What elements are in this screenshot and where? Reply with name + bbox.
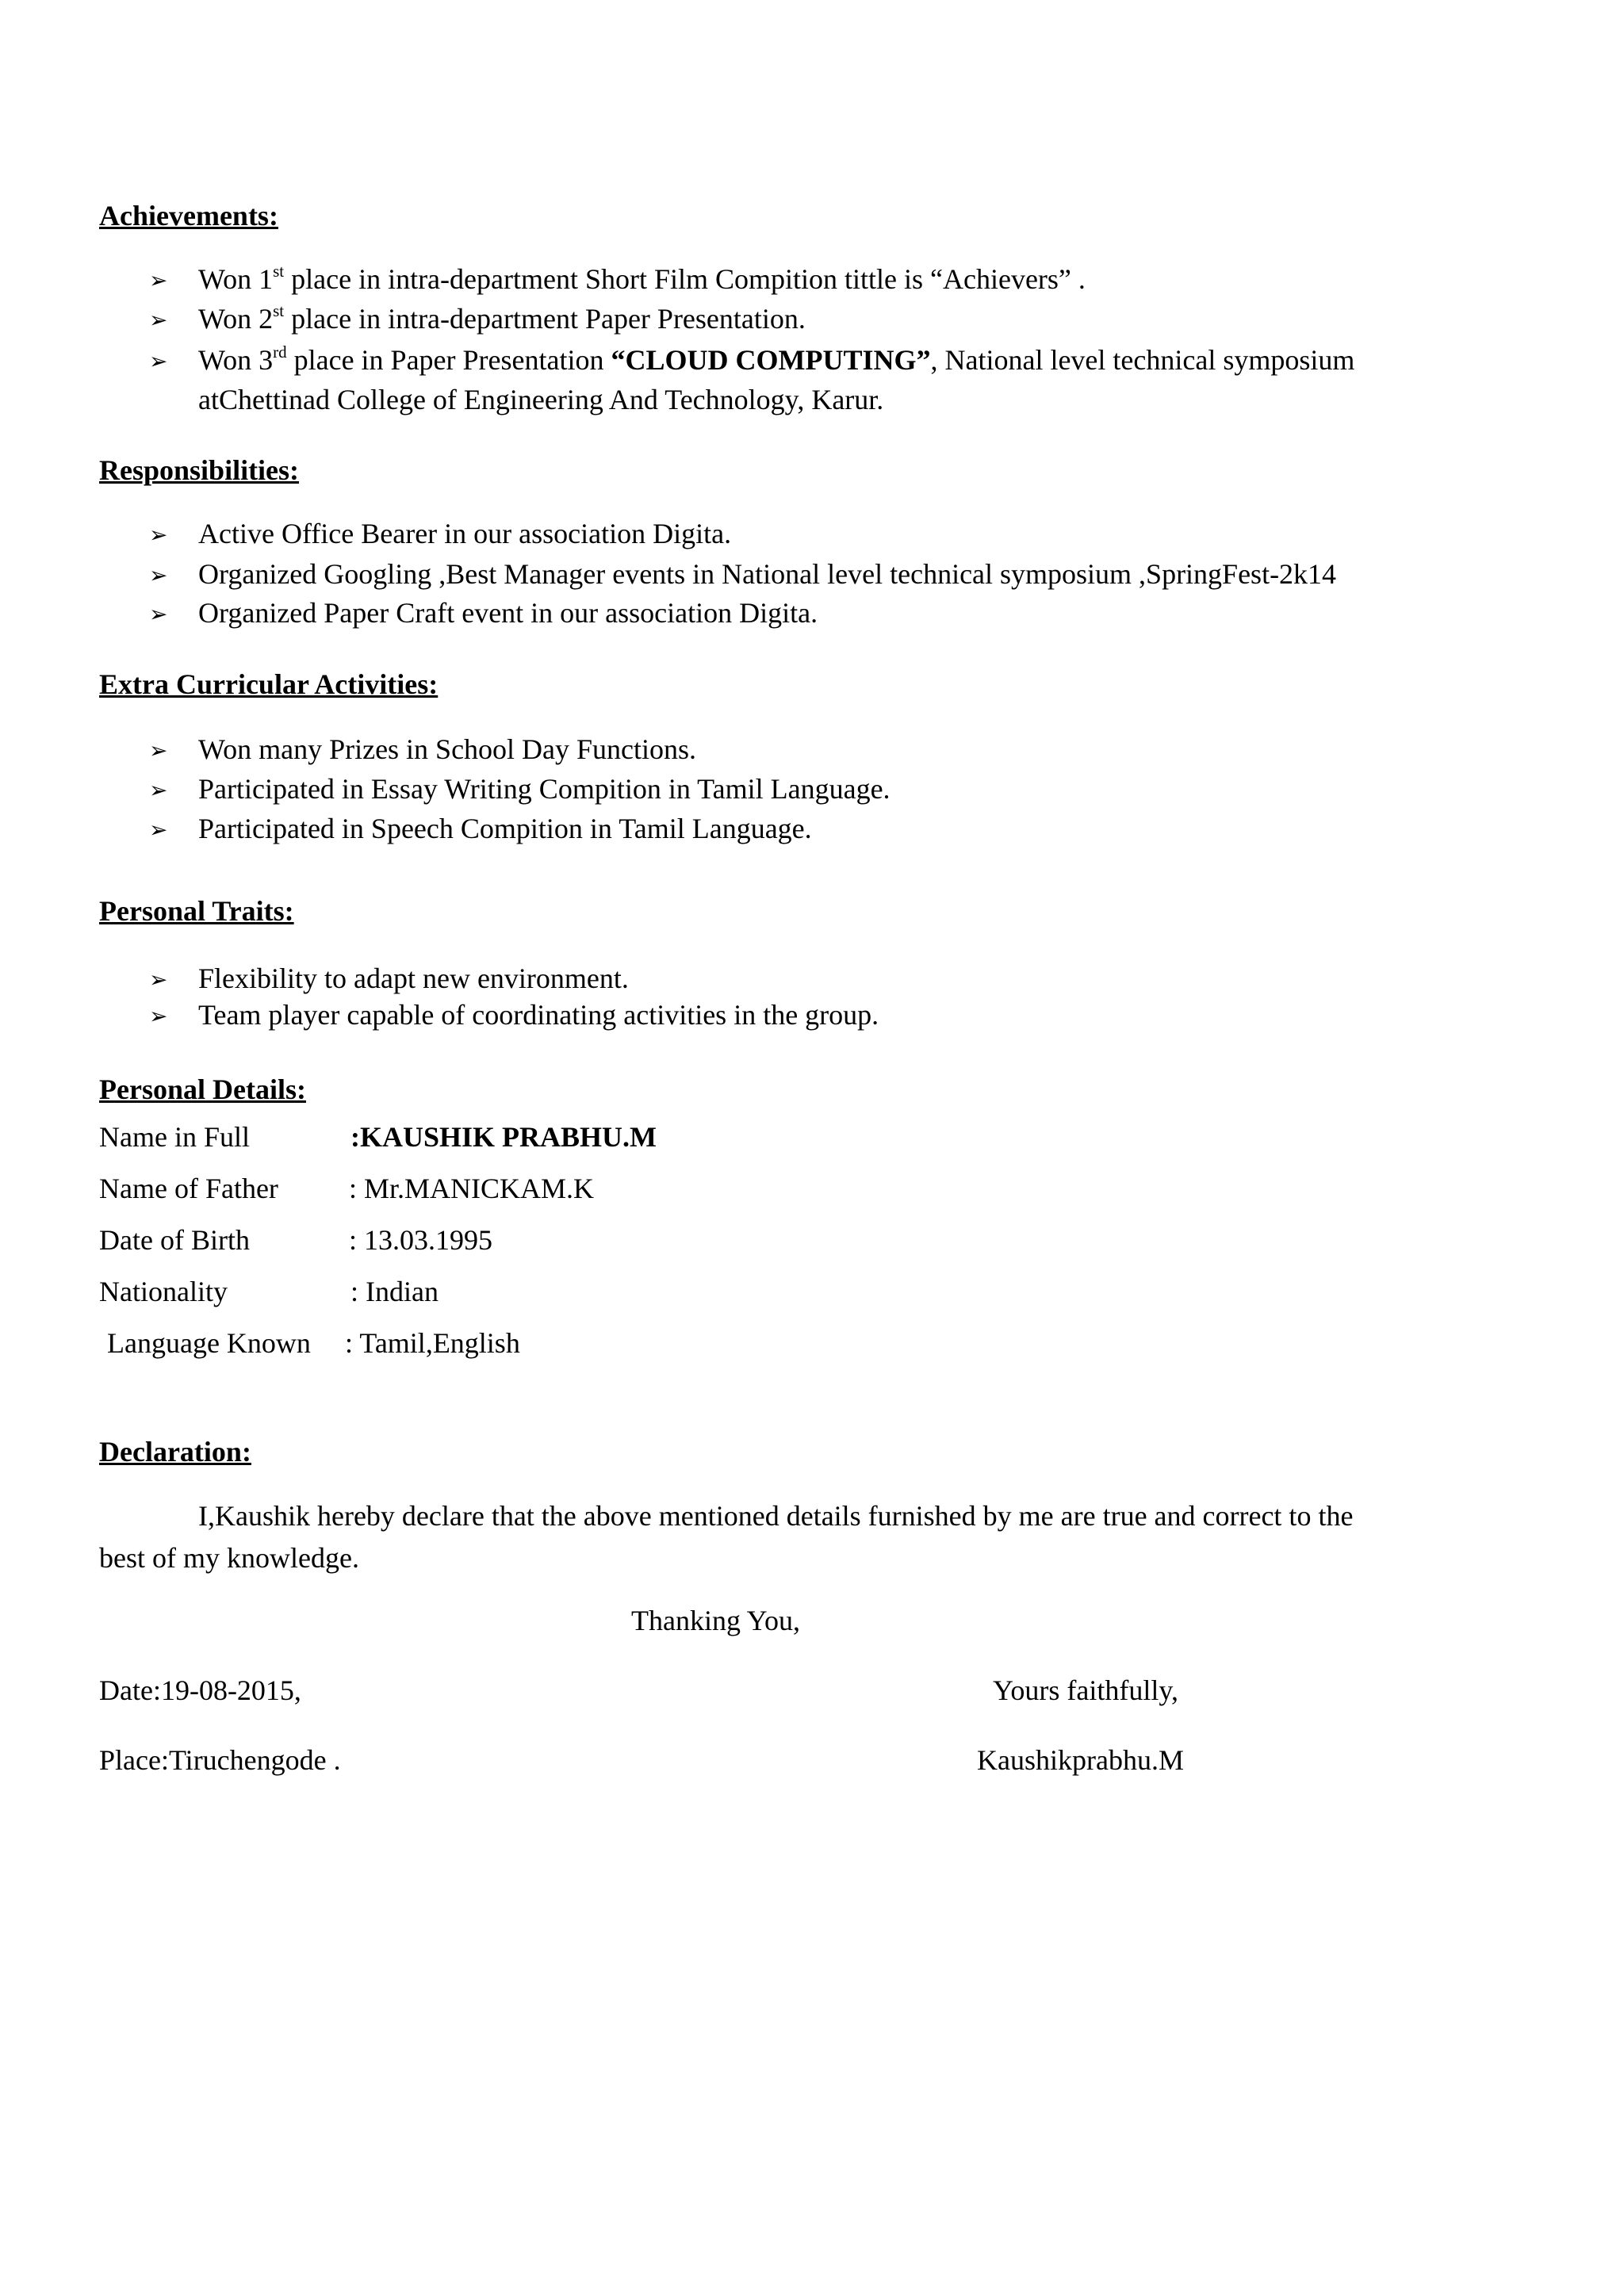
declaration-text-line1: I,Kaushik hereby declare that the above mentioned details furnished by me are true and correct to the: [198, 1500, 1354, 1532]
detail-value-dob: : 13.03.1995: [349, 1224, 493, 1256]
activity-item: Participated in Speech Compition in Tamil Language.: [198, 813, 812, 844]
bullet-icon: ➢: [149, 966, 168, 993]
detail-value-name: :KAUSHIK PRABHU.M: [350, 1121, 657, 1153]
achievement-item: Won 3rd place in Paper Presentation “CLOUD COMPUTING”, National level technical symposium: [198, 342, 1355, 376]
bullet-icon: ➢: [149, 267, 168, 293]
responsibilities-heading: Responsibilities:: [99, 454, 300, 486]
bullet-icon: ➢: [149, 1003, 168, 1029]
date-text: Date:19-08-2015,: [99, 1674, 301, 1706]
bullet-icon: ➢: [149, 348, 168, 374]
detail-label-dob: Date of Birth: [99, 1224, 250, 1256]
detail-label-name: Name in Full: [99, 1121, 250, 1153]
bullet-icon: ➢: [149, 562, 168, 588]
extra-curricular-heading: Extra Curricular Activities:: [99, 668, 439, 700]
responsibility-item: Organized Paper Craft event in our association Digita.: [198, 597, 818, 629]
declaration-text-line2: best of my knowledge.: [99, 1542, 359, 1574]
detail-label-nationality: Nationality: [99, 1276, 228, 1307]
bullet-icon: ➢: [149, 601, 168, 627]
achievement-item: Won 2st place in intra-department Paper Presentation.: [198, 301, 806, 335]
declaration-heading: Declaration:: [99, 1436, 251, 1468]
activity-item: Participated in Essay Writing Compition in Tamil Language.: [198, 773, 891, 805]
detail-value-nationality: : Indian: [350, 1276, 439, 1307]
detail-value-language: : Tamil,English: [345, 1327, 520, 1359]
bullet-icon: ➢: [149, 817, 168, 843]
signature-name: Kaushikprabhu.M: [977, 1744, 1184, 1776]
trait-item: Flexibility to adapt new environment.: [198, 962, 629, 994]
achievement-item-continuation: atChettinad College of Engineering And Technology, Karur.: [198, 384, 884, 415]
closing-text: Yours faithfully,: [993, 1674, 1179, 1706]
place-text: Place:Tiruchengode .: [99, 1744, 341, 1776]
achievement-item: Won 1st place in intra-department Short Film Compition tittle is “Achievers” .: [198, 262, 1086, 295]
bullet-icon: ➢: [149, 522, 168, 548]
bullet-icon: ➢: [149, 777, 168, 803]
personal-details-heading: Personal Details:: [99, 1073, 306, 1105]
bullet-icon: ➢: [149, 737, 168, 763]
detail-value-father: : Mr.MANICKAM.K: [349, 1173, 595, 1204]
trait-item: Team player capable of coordinating activities in the group.: [198, 999, 879, 1031]
responsibility-item: Organized Googling ,Best Manager events in National level technical symposium ,SpringFest-2k14: [198, 558, 1337, 590]
personal-traits-heading: Personal Traits:: [99, 895, 294, 927]
activity-item: Won many Prizes in School Day Functions.: [198, 733, 697, 765]
achievements-heading: Achievements:: [99, 200, 278, 232]
responsibility-item: Active Office Bearer in our association Digita.: [198, 518, 732, 549]
bullet-icon: ➢: [149, 307, 168, 333]
detail-label-language: Language Known: [107, 1327, 311, 1359]
detail-label-father: Name of Father: [99, 1173, 278, 1204]
thanking-text: Thanking You,: [631, 1605, 801, 1636]
